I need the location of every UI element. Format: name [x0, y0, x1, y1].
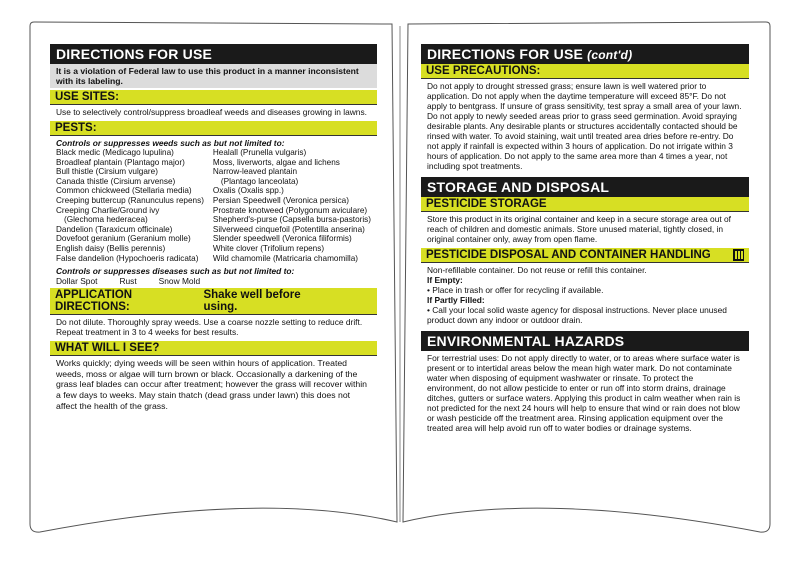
application-text: Do not dilute. Thoroughly spray weeds. Use a coarse nozzle setting to reduce drift. Repeat treatment in 3 to 4 weeks for best results. — [56, 317, 363, 338]
pest-item: Dandelion (Taraxicum officinale) — [56, 224, 173, 234]
environmental-title: ENVIRONMENTAL HAZARDS — [421, 331, 749, 351]
pest-item: Broadleaf plantain (Plantago major) — [56, 157, 185, 167]
if-partly-label: If Partly Filled: — [427, 295, 485, 305]
what-see-heading: WHAT WILL I SEE? — [50, 341, 377, 356]
shake-note: Shake well before using. — [203, 289, 301, 314]
storage-title: STORAGE AND DISPOSAL — [421, 177, 749, 197]
disposal-text: Non-refillable container. Do not reuse or refill this container. — [427, 265, 647, 275]
pest-item: Healall (Prunella vulgaris) — [212, 148, 307, 157]
pest-item: Oxalis (Oxalis spp.) — [212, 186, 284, 196]
left-title: DIRECTIONS FOR USE — [50, 44, 377, 64]
pest-item: Wild chamomile (Matricaria chamomilla) — [212, 253, 359, 263]
precautions-heading: USE PRECAUTIONS: — [421, 64, 749, 79]
diseases-intro: Controls or suppresses diseases such as but not limited to: — [56, 266, 295, 277]
pests-intro: Controls or suppresses weeds such as but not limited to: — [56, 138, 285, 148]
pest-item: Shepherd's-purse (Capsella bursa-pastoris) — [212, 215, 371, 225]
pest-item: Narrow-leaved plantain — [212, 167, 298, 177]
pest-item: Moss, liverworts, algae and lichens — [212, 157, 340, 167]
pest-item: Creeping Charlie/Ground ivy — [56, 205, 160, 215]
if-empty-text: • Place in trash or offer for recycling if available. — [427, 285, 604, 295]
left-panel — [50, 44, 377, 475]
environmental-text: For terrestrial uses: Do not apply directly to water, or to areas where surface water is present or to intertidal areas below the mean high water mark. Do not contaminate water when disposing of equipment washwater or rinsate. To protect the environment, do not allow pesticide to enter or run off into storm drains, drainage ditches, gutters or surface waters. Applying this product in calm weather when rain is not predicted for the next 24 hours will help to ensure that wind or rain does not blow or wash pesticide off the treatment area. Rinsing application equipment over the treated area will help avoid run off to water bodies or drainage systems. — [427, 353, 741, 433]
pest-item: (Glechoma hederacea) — [64, 215, 148, 225]
pest-item: Black medic (Medicago lupulina) — [56, 148, 174, 157]
violation-notice: It is a violation of Federal law to use this product in a manner inconsistent with its labeling. — [50, 64, 377, 88]
pest-item: White clover (Trifolium repens) — [212, 243, 325, 253]
pest-item: Common chickweed (Stellaria media) — [56, 186, 192, 196]
pest-item: Creeping buttercup (Ranunculus repens) — [56, 195, 204, 205]
disease-item: Snow Mold — [158, 276, 201, 287]
pest-item: (Plantago lanceolata) — [220, 176, 299, 186]
pest-item: Bull thistle (Cirsium vulgare) — [56, 167, 158, 177]
precautions-text: Do not apply to drought stressed grass; ensure lawn is well watered prior to application. Do not apply when the daytime temperature will exceed 85°F. Do not apply to bentgrass. If unsure of grass sensitivity, test spray a small area of your lawn. Do not apply to newly seeded areas prior to grass seed germination. Avoid spraying desirable plants. Any desirable plants or structures accidentally contacted should be rinsed with water. To avoid staining, wait until treated area dries before re-entry. Do not apply if rainfall is expected within 3 hours of application. Do not irrigate within 3 hours of application. Do not apply to the same area more than 4 times a year, not including spot treatments. — [427, 81, 742, 171]
use-sites-heading: USE SITES: — [50, 90, 377, 105]
pesticide-storage-heading: PESTICIDE STORAGE — [421, 197, 749, 212]
right-title-cont: (cont'd) — [587, 48, 633, 62]
pests-column-1 — [56, 148, 213, 263]
pest-item: Prostrate knotweed (Polygonum aviculare) — [212, 205, 368, 215]
pest-item: Dovefoot geranium (Geranium molle) — [56, 234, 191, 244]
right-title — [421, 44, 749, 64]
application-heading-label: APPLICATION DIRECTIONS: — [55, 289, 133, 314]
disposal-heading-label: PESTICIDE DISPOSAL AND CONTAINER HANDLING — [426, 249, 711, 261]
pests-list — [56, 148, 371, 263]
if-empty-label: If Empty: — [427, 275, 463, 285]
pest-item: Canada thistle (Cirsium arvense) — [56, 176, 176, 186]
if-partly-text: • Call your local solid waste agency for disposal instructions. Never place unused product down any indoor or outdoor drain. — [427, 305, 727, 325]
disposal-heading — [421, 248, 749, 263]
pest-item: False dandelion (Hypochoeris radicata) — [56, 253, 199, 263]
pests-column-2 — [213, 148, 371, 263]
right-title-label: DIRECTIONS FOR USE — [427, 46, 584, 62]
pest-item: Silverweed cinquefoil (Potentilla anserina) — [212, 224, 365, 234]
disease-item: Rust — [119, 276, 137, 287]
pest-item: Persian Speedwell (Veronica persica) — [212, 195, 349, 205]
disease-item: Dollar Spot — [56, 276, 98, 287]
pests-heading: PESTS: — [50, 121, 377, 136]
what-see-text: Works quickly; dying weeds will be seen within hours of application. Treated weeds, moss or algae will turn brown or black. Occasionally a darkening of the grass leaf blades can occur after treatment; however the grass will recover within a few days to weeks. May stain thatch (dead grass under lawn) this does not affect the health of the grass. — [56, 358, 367, 411]
application-heading — [50, 288, 377, 315]
pesticide-storage-text: Store this product in its original container and keep in a secure storage area out of reach of children and domestic animals. Store unused material, tightly closed, in original container only, away from open flame. — [427, 214, 732, 244]
right-panel — [421, 44, 749, 489]
use-sites-text: Use to selectively control/suppress broadleaf weeds and diseases growing in lawns. — [56, 107, 367, 117]
diseases-list — [56, 276, 371, 286]
trash-can-icon — [733, 249, 744, 261]
pest-item: Slender speedwell (Veronica filiformis) — [212, 234, 352, 244]
pest-item: English daisy (Bellis perennis) — [56, 243, 166, 253]
